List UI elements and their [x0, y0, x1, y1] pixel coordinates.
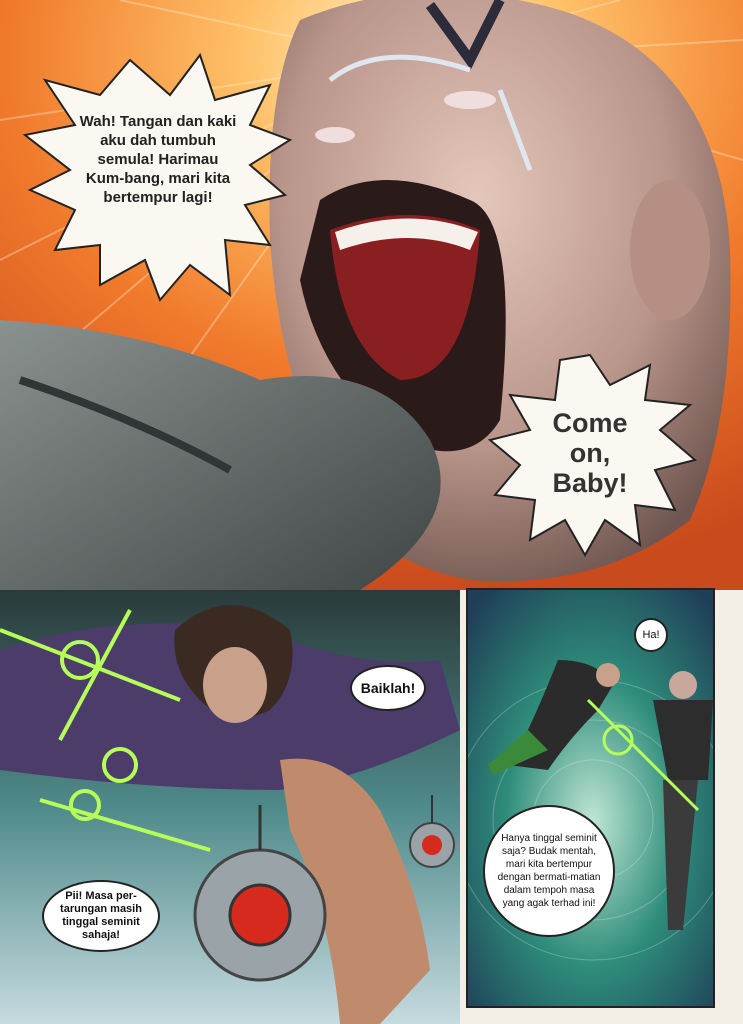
speech-ha: Ha!: [634, 618, 668, 652]
speech-hanya: Hanya tinggal seminit saja? Budak mentah, mari kita bertempur dengan bermati-matian dalam tempoh masa yang agak terhad ini!: [483, 805, 615, 937]
bottom-right-art: [468, 590, 715, 1008]
eye-right: [444, 91, 496, 109]
bottom-left-art: [0, 590, 460, 1024]
speech-pii: Pii! Masa per-tarungan masih tinggal seminit sahaja!: [42, 880, 160, 952]
bottom-right-panel: [466, 588, 715, 1008]
eye-left: [315, 127, 355, 143]
hero-face: [203, 647, 267, 723]
bottom-left-panel: [0, 590, 460, 1024]
speech-come-on: Come on, Baby!: [552, 408, 628, 498]
ear: [630, 180, 710, 320]
speech-baiklah: Baiklah!: [350, 665, 426, 711]
speech-wah: Wah! Tangan dan kaki aku dah tumbuh semula! Harimau Kum-bang, mari kita bertempur lagi!: [79, 113, 237, 206]
